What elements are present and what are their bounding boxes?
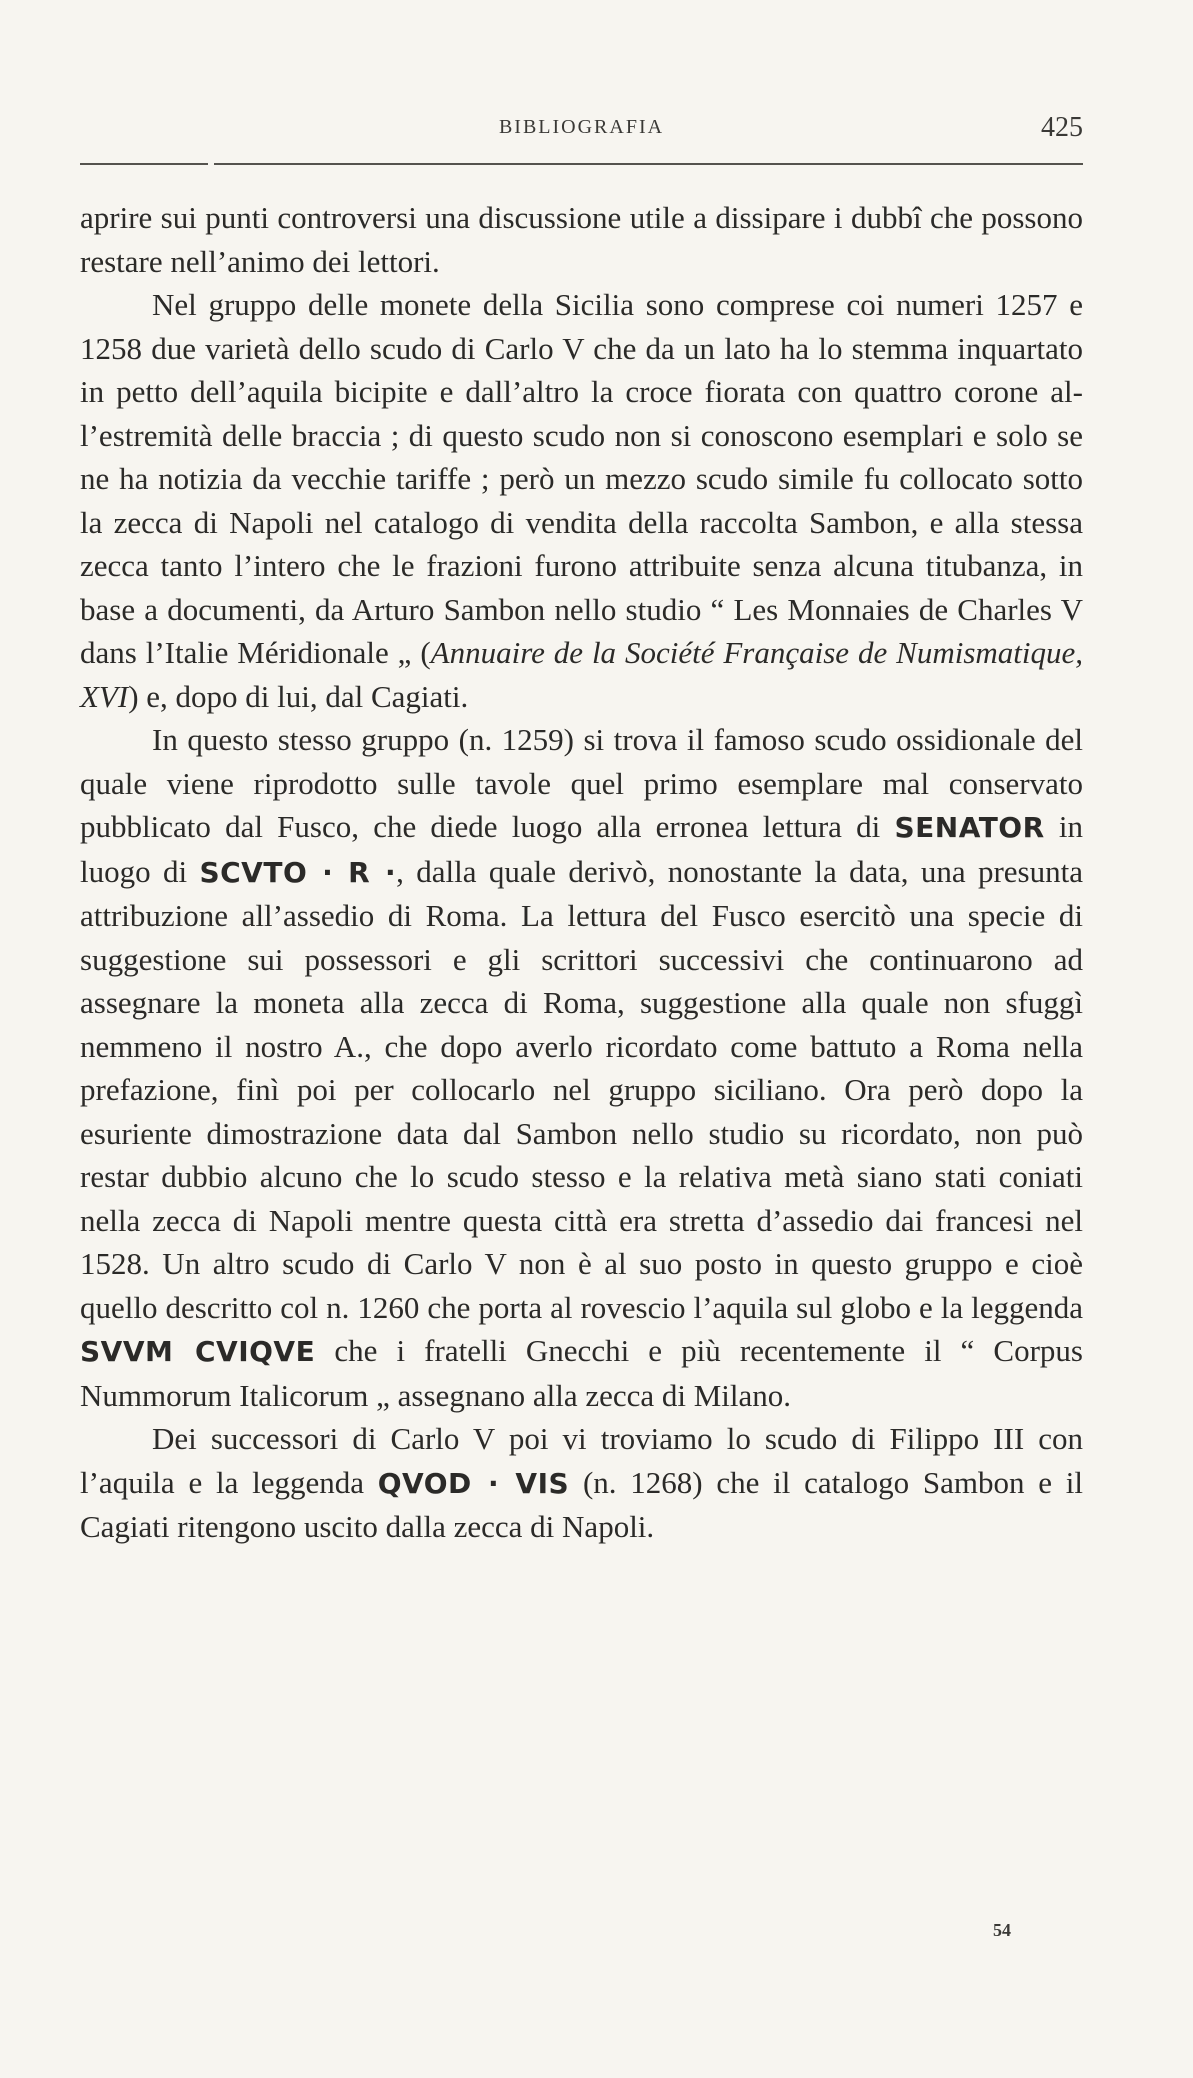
- coin-legend: SCVTO · R ·: [199, 855, 397, 889]
- text-run: In questo stesso gruppo (n. 1259) si trova il famoso scudo ossidionale del quale viene riprodotto sulle tavole quel primo esemplare mal conservato pubblicato dal Fusco, che diede luogo alla erronea lettura di: [80, 722, 1083, 844]
- running-head: [80, 112, 1083, 152]
- text-run: ) e, dopo di lui, dal Cagiati.: [128, 678, 469, 714]
- text-run: che i fratelli Gnecchi e più recentemente il “ Corpus Nummorum Italicorum „ assegnano alla zecca di Milano.: [80, 1333, 1083, 1413]
- italic-title: Annuaire de la Société Française de Numismatique, XVI: [80, 635, 1083, 714]
- paragraph: [80, 1417, 1083, 1549]
- header-rule-right: [214, 163, 1083, 165]
- body-text: [80, 196, 1083, 1549]
- coin-legend: QVOD · VIS: [377, 1466, 570, 1500]
- page-number: 425: [1041, 112, 1083, 143]
- paragraph: [80, 718, 1083, 1417]
- paragraph: [80, 196, 1083, 283]
- text-run: , dalla quale derivò, nonostante la data, una presunta attribuzione all’assedio di Roma. La lettura del Fusco esercitò una specie di suggestione sui possessori e gli scrittori successivi che continuarono ad assegnare la moneta alla zecca di Roma, suggestione alla quale non sfuggì nemmeno il nostro A., che dopo averlo ricordato come battuto a Roma nella prefazione, finì poi per collocarlo nel gruppo siciliano. Ora però dopo la esuriente dimostrazione data dal Sambon nello studio su ricordato, non può restar dubbio alcuno che lo scudo stesso e la relativa metà siano stati coniati nella zecca di Napoli mentre questa città era stretta d’assedio dai francesi nel 1528. Un altro scudo di Carlo V non è al suo posto in questo gruppo e cioè quello descritto col n. 1260 che porta al rovescio l’aquila sul globo e la leggenda: [80, 853, 1083, 1325]
- text-run: in luogo di: [80, 809, 1083, 889]
- running-title: BIBLIOGRAFIA: [498, 116, 665, 138]
- paragraph: [80, 283, 1083, 718]
- header-rule-left: [80, 163, 208, 165]
- coin-legend: SVVM CVIQVE: [80, 1335, 316, 1368]
- coin-legend: SENATOR: [894, 811, 1045, 844]
- text-run: Dei successori di Carlo V poi vi troviamo lo scudo di Filippo III con l’aquila e la leggenda: [80, 1421, 1083, 1500]
- signature-mark: 54: [993, 1920, 1011, 1940]
- text-run: aprire sui punti controversi una discussione utile a dissipare i dubbî che possono restare nell’animo dei lettori.: [80, 200, 1083, 279]
- text-run: (n. 1268) che il catalogo Sambon e il Cagiati ritengono uscito dalla zecca di Napoli.: [80, 1464, 1084, 1544]
- text-run: Nel gruppo delle monete della Sicilia sono comprese coi numeri 1257 e 1258 due varietà dello scudo di Carlo V che da un lato ha lo stemma inquartato in petto dell’aquila bicipite e dall’altro la croce fiorata con quattro corone all’estremità delle braccia ; di questo scudo non si conoscono esemplari e solo se ne ha notizia da vecchie tariffe ; però un mezzo scudo simile fu collocato sotto la zecca di Napoli nel catalogo di vendita della raccolta Sambon, e alla stessa zecca tanto l’intero che le frazioni furono attribuite senza alcuna titubanza, in base a documenti, da Arturo Sambon nello studio “ Les Monnaies de Charles V dans l’Italie Méridionale „ (: [80, 287, 1083, 670]
